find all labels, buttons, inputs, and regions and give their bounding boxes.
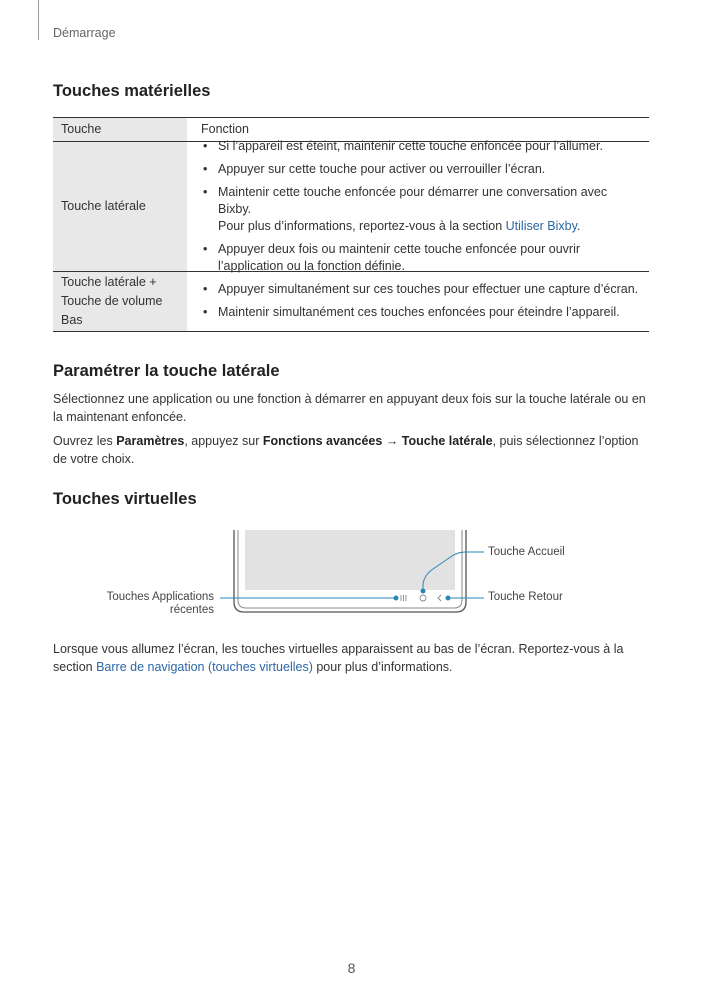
link-navigation-bar[interactable]: Barre de navigation (touches virtuelles) <box>96 660 313 674</box>
list-item: • Maintenir simultanément ces touches enfoncées pour éteindre l’appareil. <box>201 304 641 321</box>
ui-term-settings: Paramètres <box>116 434 185 448</box>
key-name-line: Touche latérale + <box>61 275 157 289</box>
list-item-text: Appuyer deux fois ou maintenir cette touche enfoncée pour ouvrir <box>218 241 581 256</box>
section-title-side-key-settings: Paramétrer la touche latérale <box>53 362 280 380</box>
page-number: 8 <box>347 960 356 976</box>
section-title-virtual-keys: Touches virtuelles <box>53 490 197 508</box>
list-item-text: Maintenir cette touche enfoncée pour démarrer une conversation avec Bixby. <box>218 184 608 216</box>
ui-term-advanced-features: Fonctions avancées <box>262 434 383 448</box>
text-run: Ouvrez les <box>53 434 117 448</box>
table-header-function: Fonction <box>201 122 249 136</box>
table-header-key: Touche <box>53 118 187 141</box>
label-home-key: Touche Accueil <box>488 546 565 558</box>
key-name: Touche latérale <box>61 199 146 213</box>
list-item: • Si l’appareil est éteint, maintenir cette touche enfoncée pour l’allumer. <box>201 138 641 155</box>
text-run: pour plus d’informations. <box>312 660 453 674</box>
callout-dot-recent <box>394 596 399 601</box>
callout-dot-home <box>421 589 426 594</box>
text-run: Lorsque vous allumez l’écran, les touches virtuelles apparaissent au bas de l’écran. Reportez-vous à la section <box>53 642 624 674</box>
breadcrumb: Démarrage <box>53 26 116 40</box>
list-item: • Appuyer sur cette touche pour activer ou verrouiller l’écran. <box>201 161 641 178</box>
label-line: récentes <box>169 604 214 616</box>
key-name-line: Bas <box>61 313 83 327</box>
key-name-line: Touche de volume <box>61 294 163 308</box>
label-back-key: Touche Retour <box>488 591 563 603</box>
arrow-symbol: → <box>382 434 402 448</box>
link-utiliser-bixby[interactable]: Utiliser Bixby <box>505 218 577 233</box>
text-run: , puis sélectionnez l’option de votre choix. <box>53 434 639 466</box>
list-item-text: Pour plus d’informations, reportez-vous à la section <box>218 218 506 233</box>
list-item-text: . <box>576 218 581 233</box>
paragraph: Sélectionnez une application ou une fonction à démarrer en appuyant deux fois sur la touche latérale ou en la maintenant enfoncée. <box>53 392 646 424</box>
label-line: Touches Applications <box>106 591 214 603</box>
callout-dot-back <box>446 596 451 601</box>
section-title-hardware-keys: Touches matérielles <box>53 82 211 100</box>
ui-term-side-key: Touche latérale <box>401 434 493 448</box>
label-recent-apps-key <box>70 591 214 617</box>
text-run: , appuyez sur <box>184 434 263 448</box>
list-item-text: l’application ou la fonction définie. <box>218 258 405 273</box>
paragraph <box>53 640 649 676</box>
list-item: • Appuyer simultanément sur ces touches pour effectuer une capture d’écran. <box>201 281 641 298</box>
